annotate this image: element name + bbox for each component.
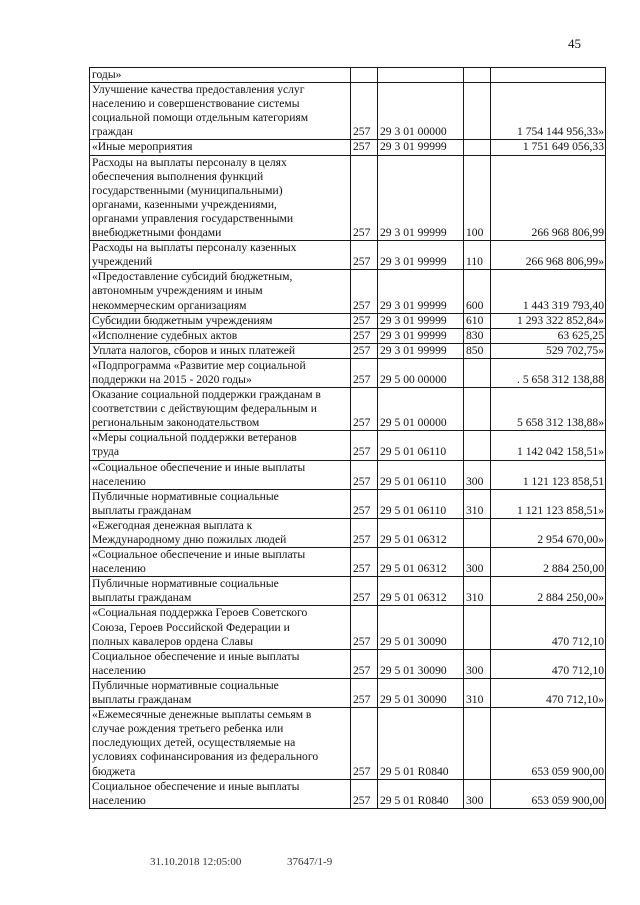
row-amount-cell: 2 884 250,00 [491,548,606,577]
row-type-cell: 310 [464,577,491,606]
row-section-cell: 29 3 01 99999 [378,313,464,328]
row-code-cell: 257 [351,577,378,606]
table-row [90,358,606,387]
row-amount-cell: 2 954 670,00» [491,518,606,547]
table-row [90,606,606,649]
row-amount-cell: 470 712,10» [491,678,606,707]
row-name-cell: Уплата налогов, сборов и иных платежей [90,343,351,358]
budget-table [89,67,606,809]
row-section-cell: 29 5 01 30090 [378,678,464,707]
row-section-cell: 29 3 01 99999 [378,270,464,313]
row-section-cell: 29 5 01 06312 [378,577,464,606]
row-type-cell [464,388,491,431]
row-type-cell [464,518,491,547]
row-section-cell: 29 5 01 R0840 [378,708,464,779]
row-amount-cell: 1 754 144 956,33» [491,83,606,140]
row-section-cell: 29 3 01 99999 [378,343,464,358]
row-name-cell: «Ежемесячные денежные выплаты семьям в случае рождения третьего ребенка или последующих детей, осуществляемые на условиях софинансирования из федерального бюджета [90,708,351,779]
row-code-cell: 257 [351,649,378,678]
row-name-cell: «Социальное обеспечение и иные выплаты населению [90,460,351,489]
row-name-cell: «Предоставление субсидий бюджетным, автономным учреждениям и иным некоммерческим организациям [90,270,351,313]
table-row [90,548,606,577]
row-amount-cell: 470 712,10 [491,606,606,649]
row-code-cell: 257 [351,328,378,343]
table-row [90,460,606,489]
row-type-cell [464,708,491,779]
row-amount-cell: 63 625,25 [491,328,606,343]
row-code-cell: 257 [351,155,378,241]
table-row [90,241,606,270]
row-code-cell: 257 [351,431,378,460]
row-amount-cell: 529 702,75» [491,343,606,358]
table-row [90,431,606,460]
table-row [90,649,606,678]
row-name-cell: «Социальное обеспечение и иные выплаты населению [90,548,351,577]
row-type-cell [464,431,491,460]
table-row [90,68,606,83]
row-name-cell: Оказание социальной поддержки гражданам в соответствии с действующим федеральным и региональным законодательством [90,388,351,431]
table-row [90,140,606,155]
row-name-cell: «Иные мероприятия [90,140,351,155]
page-number: 45 [568,36,581,51]
row-name-cell: «Подпрограмма «Развитие мер социальной поддержки на 2015 - 2020 годы» [90,358,351,387]
row-name-cell: Социальное обеспечение и иные выплаты населению [90,649,351,678]
row-type-cell [464,140,491,155]
row-amount-cell: 266 968 806,99 [491,155,606,241]
row-code-cell: 257 [351,270,378,313]
row-amount-cell: 1 121 123 858,51» [491,489,606,518]
row-code-cell: 257 [351,548,378,577]
row-amount-cell [491,68,606,83]
row-code-cell: 257 [351,343,378,358]
row-amount-cell: 1 293 322 852,84» [491,313,606,328]
row-code-cell: 257 [351,518,378,547]
row-code-cell: 257 [351,460,378,489]
table-row [90,83,606,140]
row-section-cell: 29 5 01 R0840 [378,779,464,808]
row-amount-cell: 653 059 900,00 [491,708,606,779]
row-name-cell: Публичные нормативные социальные выплаты гражданам [90,678,351,707]
row-name-cell: Публичные нормативные социальные выплаты гражданам [90,489,351,518]
row-code-cell: 257 [351,606,378,649]
row-section-cell: 29 5 01 06312 [378,548,464,577]
row-code-cell: 257 [351,83,378,140]
table-row [90,388,606,431]
row-code-cell: 257 [351,241,378,270]
table-row [90,270,606,313]
row-section-cell: 29 3 01 99999 [378,241,464,270]
row-section-cell: 29 3 01 99999 [378,328,464,343]
row-code-cell: 257 [351,489,378,518]
table-row [90,328,606,343]
row-section-cell: 29 5 01 06110 [378,431,464,460]
row-code-cell [351,68,378,83]
table-row [90,343,606,358]
row-section-cell: 29 3 01 00000 [378,83,464,140]
row-name-cell: Расходы на выплаты персоналу казенных учреждений [90,241,351,270]
table-row [90,155,606,241]
row-type-cell: 110 [464,241,491,270]
row-code-cell: 257 [351,140,378,155]
row-code-cell: 257 [351,388,378,431]
row-section-cell: 29 5 01 06312 [378,518,464,547]
row-code-cell: 257 [351,313,378,328]
row-type-cell: 300 [464,649,491,678]
row-section-cell: 29 5 00 00000 [378,358,464,387]
row-section-cell: 29 5 01 06110 [378,489,464,518]
row-amount-cell: 266 968 806,99» [491,241,606,270]
row-name-cell: Публичные нормативные социальные выплаты гражданам [90,577,351,606]
row-amount-cell: . 5 658 312 138,88 [491,358,606,387]
row-section-cell: 29 5 01 00000 [378,388,464,431]
row-name-cell: «Ежегодная денежная выплата к Международному дню пожилых людей [90,518,351,547]
row-type-cell: 310 [464,489,491,518]
row-section-cell [378,68,464,83]
row-type-cell: 100 [464,155,491,241]
row-code-cell: 257 [351,779,378,808]
row-name-cell: Улучшение качества предоставления услуг населению и совершенствование системы социальной помощи отдельным категориям граждан [90,83,351,140]
row-code-cell: 257 [351,678,378,707]
row-amount-cell: 470 712,10 [491,649,606,678]
table-row [90,779,606,808]
row-type-cell [464,606,491,649]
row-name-cell: «Меры социальной поддержки ветеранов труда [90,431,351,460]
row-section-cell: 29 5 01 06110 [378,460,464,489]
row-type-cell: 300 [464,779,491,808]
row-code-cell: 257 [351,708,378,779]
budget-table-body [90,68,606,809]
row-name-cell: годы» [90,68,351,83]
row-type-cell: 830 [464,328,491,343]
row-type-cell: 300 [464,460,491,489]
row-amount-cell: 1 443 319 793,40 [491,270,606,313]
row-type-cell [464,83,491,140]
row-section-cell: 29 5 01 30090 [378,606,464,649]
row-type-cell: 300 [464,548,491,577]
row-amount-cell: 653 059 900,00 [491,779,606,808]
row-type-cell: 310 [464,678,491,707]
row-amount-cell: 1 751 649 056,33 [491,140,606,155]
row-type-cell: 610 [464,313,491,328]
footer-datetime: 31.10.2018 12:05:00 [150,856,242,868]
row-type-cell: 600 [464,270,491,313]
table-row [90,489,606,518]
row-type-cell: 850 [464,343,491,358]
row-amount-cell: 2 884 250,00» [491,577,606,606]
row-amount-cell: 1 121 123 858,51 [491,460,606,489]
row-type-cell [464,68,491,83]
table-row [90,577,606,606]
table-row [90,518,606,547]
row-section-cell: 29 3 01 99999 [378,140,464,155]
row-type-cell [464,358,491,387]
row-amount-cell: 1 142 042 158,51» [491,431,606,460]
row-amount-cell: 5 658 312 138,88» [491,388,606,431]
footer-document-id: 37647/1-9 [287,856,333,868]
row-name-cell: «Социальная поддержка Героев Советского Союза, Героев Российской Федерации и полных кавалеров ордена Славы [90,606,351,649]
row-section-cell: 29 3 01 99999 [378,155,464,241]
row-name-cell: Расходы на выплаты персоналу в целях обеспечения выполнения функций государственными (муниципальными) органами, казенными учреждениями, органами управления государственными внебюджетными фондами [90,155,351,241]
row-name-cell: Субсидии бюджетным учреждениям [90,313,351,328]
row-section-cell: 29 5 01 30090 [378,649,464,678]
table-row [90,313,606,328]
row-name-cell: «Исполнение судебных актов [90,328,351,343]
table-row [90,678,606,707]
row-code-cell: 257 [351,358,378,387]
table-row [90,708,606,779]
row-name-cell: Социальное обеспечение и иные выплаты населению [90,779,351,808]
